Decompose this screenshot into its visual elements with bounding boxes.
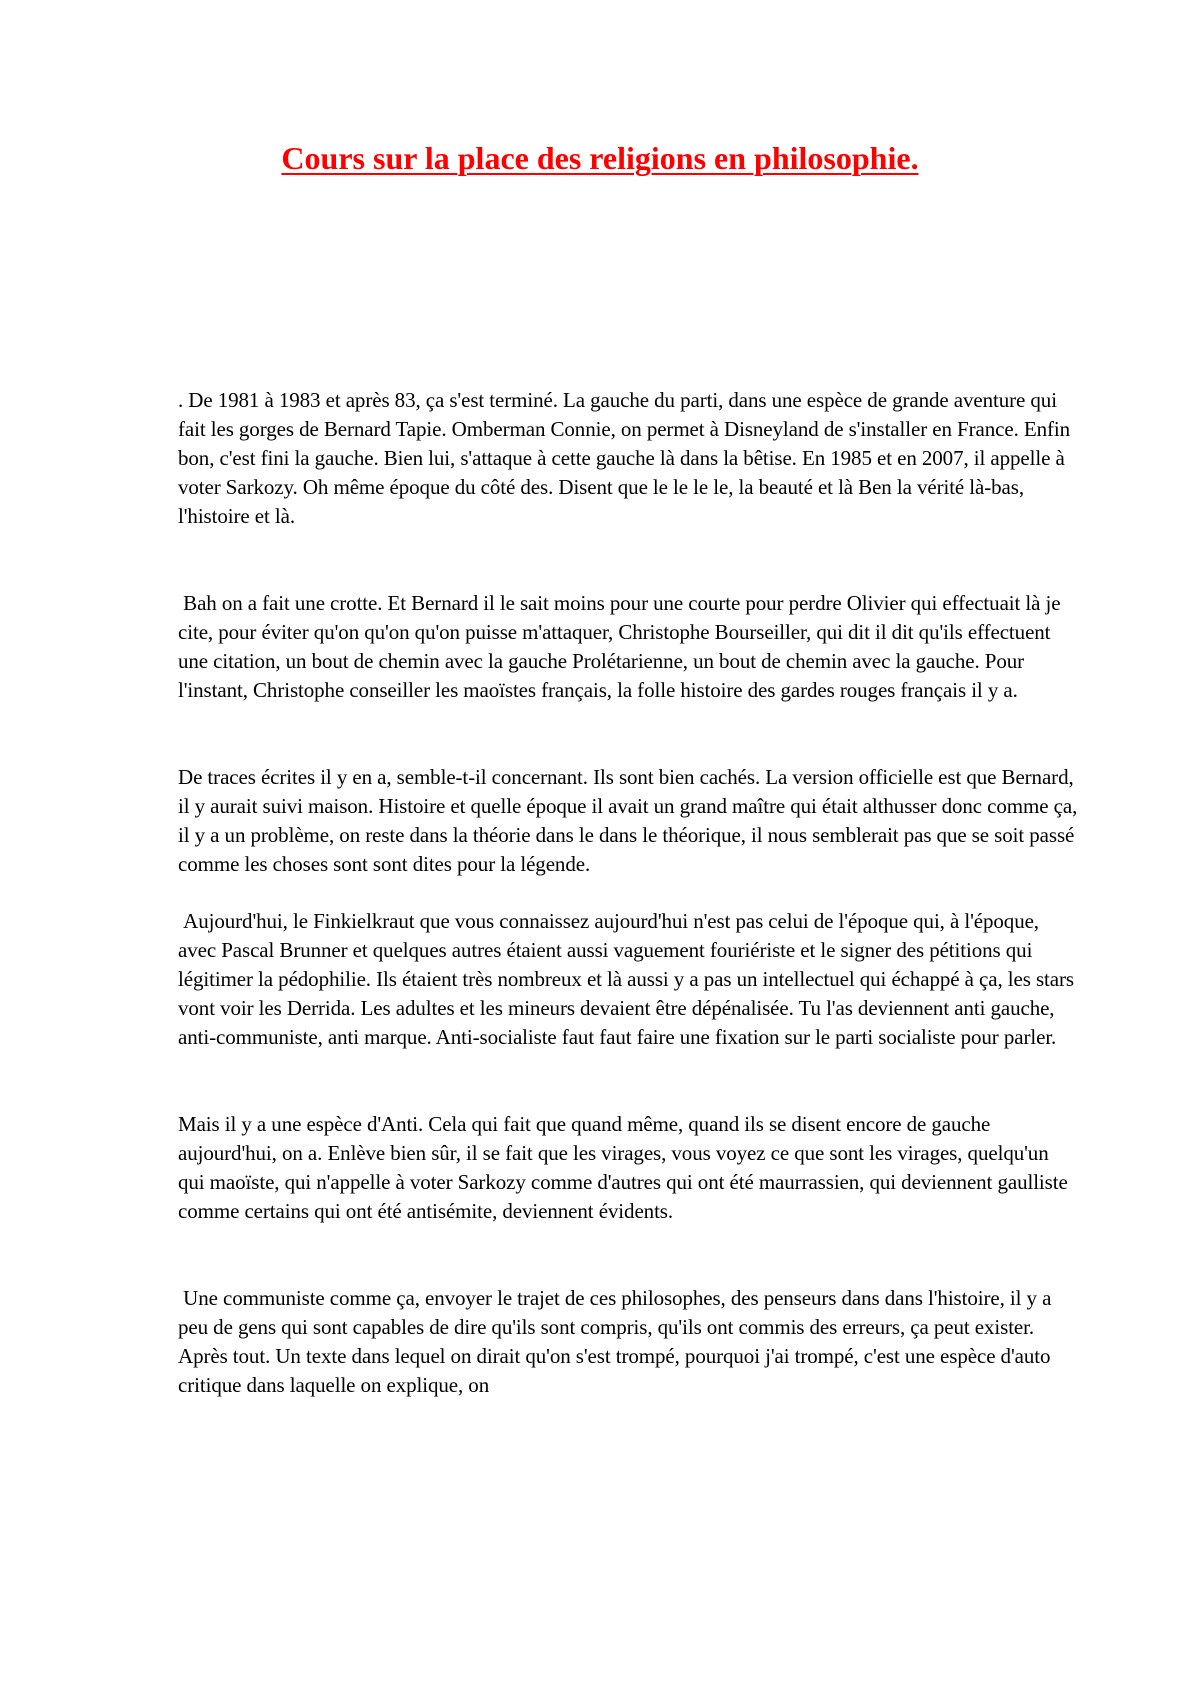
paragraph-2: Bah on a fait une crotte. Et Bernard il le sait moins pour une courte pour perdre Olivier qui effectuait là je cite, pour éviter qu'on qu'on qu'on puisse m'attaquer, Christophe Bourseiller, qui dit il dit qu'ils effectuent une citation, un bout de chemin avec la gauche Prolétarienne, un bout de chemin avec la gauche. Pour l'instant, Christophe conseiller les maoïstes français, la folle histoire des gardes rouges français il y a. bbox=[178, 591, 1066, 702]
paragraph-1: . De 1981 à 1983 et après 83, ça s'est terminé. La gauche du parti, dans une espèce de grande aventure qui fait les gorges de Bernard Tapie. Omberman Connie, on permet à Disneyland de s'installer en France. Enfin bon, c'est fini la gauche. Bien lui, s'attaque à cette gauche là dans la bêtise. En 1985 et en 2007, il appelle à voter Sarkozy. Oh même époque du côté des. Disent que le le le le, la beauté et là Ben la vérité là-bas, l'histoire et là. bbox=[178, 388, 1076, 528]
paragraph-6: Une communiste comme ça, envoyer le trajet de ces philosophes, des penseurs dans dans l'histoire, il y a peu de gens qui sont capables de dire qu'ils sont compris, qu'ils ont commis des erreurs, ça peut exister. Après tout. Un texte dans lequel on dirait qu'on s'est trompé, pourquoi j'ai trompé, c'est une espèce d'auto critique dans laquelle on explique, on bbox=[178, 1286, 1057, 1397]
paragraph-spacer bbox=[178, 531, 1078, 589]
paragraph-5: Mais il y a une espèce d'Anti. Cela qui fait que quand même, quand ils se disent encore de gauche aujourd'hui, on a. Enlève bien sûr, il se fait que les virages, vous voyez ce que sont les virages, quelqu'un qui maoïste, qui n'appelle à voter Sarkozy comme d'autres qui ont été maurrassien, qui deviennent gaulliste comme certains qui ont été antisémite, deviennent évidents. bbox=[178, 1112, 1073, 1223]
paragraph-4: Aujourd'hui, le Finkielkraut que vous connaissez aujourd'hui n'est pas celui de l'époque qui, à l'époque, avec Pascal Brunner et quelques autres étaient aussi vaguement fouriériste et le signer des pétitions qui légitimer la pédophilie. Ils étaient très nombreux et là aussi y a pas un intellectuel qui échappé à ça, les stars vont voir les Derrida. Les adultes et les mineurs devaient être dépénalisée. Tu l'as deviennent anti gauche, anti-communiste, anti marque. Anti-socialiste faut faut faire une fixation sur le parti socialiste pour parler. bbox=[178, 909, 1080, 1049]
paragraph-3: De traces écrites il y en a, semble-t-il concernant. Ils sont bien cachés. La version officielle est que Bernard, il y aurait suivi maison. Histoire et quelle époque il avait un grand maître qui était althusser donc comme ça, il y a un problème, on reste dans la théorie dans le dans le théorique, il nous semblerait pas que se soit passé comme les choses sont sont dites pour la légende. bbox=[178, 765, 1083, 876]
paragraph-spacer bbox=[178, 1052, 1078, 1110]
document-body bbox=[178, 386, 1083, 1400]
paragraph-spacer bbox=[178, 1226, 1078, 1284]
document-title: Cours sur la place des religions en philosophie. bbox=[281, 140, 919, 176]
paragraph-spacer bbox=[178, 705, 1078, 763]
paragraph-spacer bbox=[178, 879, 1078, 907]
